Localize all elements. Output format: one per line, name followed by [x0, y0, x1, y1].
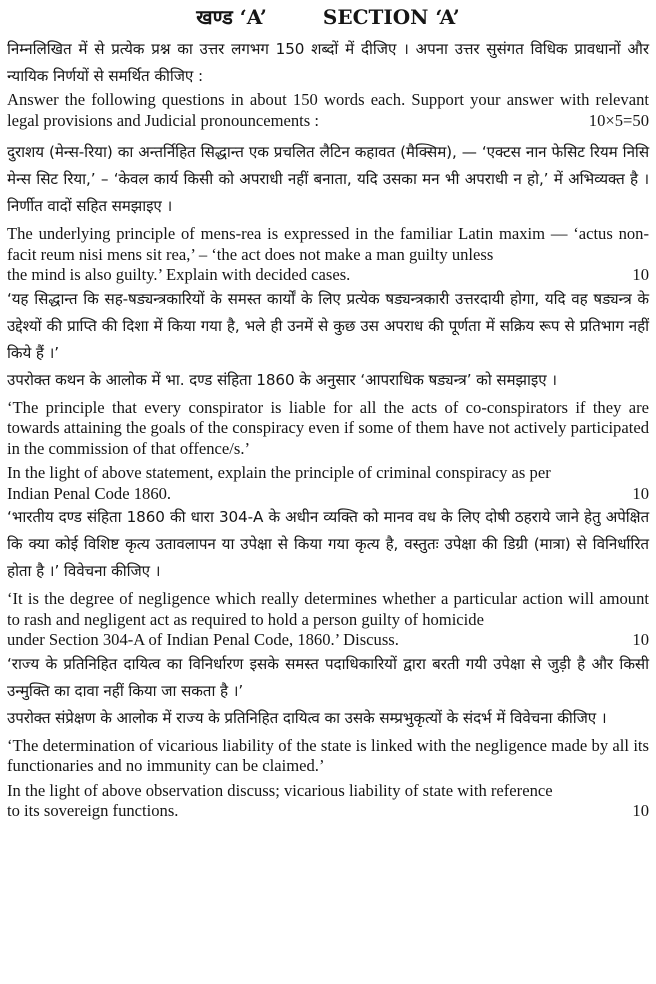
question-4-english-quote: ‘The determination of vicarious liability of the state is linked with the negligence made by all its functionaries and no immunity can be claimed.’ — [7, 735, 649, 775]
question-3-hindi: ‘भारतीय दण्ड संहिता 1860 की धारा 304-A के अधीन व्यक्ति को मानव वध के लिए दोषी ठहराये जाने हेतु अपेक्षित कि क्या कोई विशिष्ट कृत्य उतावलापन या उपेक्षा से किया गया कृत्य है, वस्तुतः उपेक्षा की डिग्री (मात्रा) से विनिर्धारित होता है ।’ विवेचना कीजिए । — [7, 508, 649, 580]
question-2-english: In the light of above statement, explain the principle of criminal conspiracy as per — [7, 463, 551, 482]
instructions-english — [7, 90, 649, 131]
instructions-marks: 10×5=50 — [588, 110, 649, 130]
question-4-marks: 10 — [632, 801, 649, 820]
question-4-hindi-quote: ‘राज्य के प्रतिनिहित दायित्व का विनिर्धारण इसके समस्त पदाधिकारियों द्वारा बरती गयी उपेक्षा से जुड़ी है और किसी उन्मुक्ति का दावा नहीं किया जा सकता है ।’ — [7, 654, 649, 700]
question-1-marks: 10 — [632, 265, 649, 284]
question-1 — [7, 139, 649, 286]
question-4 — [7, 651, 649, 822]
question-2-hindi-task: उपरोक्त कथन के आलोक में भा. दण्ड संहिता 1860 के अनुसार ‘आपराधिक षड्यन्त्र’ को समझाइए । — [7, 370, 557, 389]
question-1-hindi: दुराशय (मेन्स-रिया) का अन्तर्निहित सिद्धान्त एक प्रचलित लैटिन कहावत (मैक्सिम), — ‘एक्टस नान फेसिट रियम निसि मेन्स सिट रिया,’ – ‘केवल कार्य किसी को अपराधी नहीं बनाता, यदि उसका मन भी अपराधी न हो,’ में अभिव्यक्त है । निर्णीत वादों सहित समझाइए । — [7, 143, 649, 215]
question-2-marks: 10 — [632, 483, 649, 503]
question-4-english: In the light of above observation discuss; vicarious liability of state with reference — [7, 780, 553, 800]
section-header-hindi: खण्ड ‘A’ — [196, 5, 267, 29]
question-1-english-last: the mind is also guilty.’ Explain with decided cases. — [7, 265, 351, 284]
instructions-hindi: निम्नलिखित में से प्रत्येक प्रश्न का उत्तर लगभग 150 शब्दों में दीजिए । अपना उत्तर सुसंगत विधिक प्रावधानों और न्यायिक निर्णयों से समर्थित कीजिए : — [7, 40, 649, 85]
question-2-english-last: Indian Penal Code 1860. — [7, 483, 172, 503]
instructions-english-text: Answer the following questions in about 150 words each. Support your answer with relevant legal provisions and Judicial pronouncements : — [7, 90, 649, 130]
question-3-english: ‘It is the degree of negligence which really determines whether a particular action will amount to rash and negligent act as required to hold a person guilty of homicide — [7, 589, 649, 629]
question-2-hindi-quote: ‘यह सिद्धान्त कि सह-षड्यन्त्रकारियों के समस्त कार्यों के लिए प्रत्येक षड्यन्त्रकारी उत्तरदायी होगा, यदि वह षड्यन्त्र के उद्देश्यों की प्राप्ति की दिशा में किया गया है, भले ही उनमें से कुछ उस अपराध की पूर्णता में सक्रिय रूप से प्रतिभाग नहीं किये हैं ।’ — [7, 289, 649, 362]
question-3-marks: 10 — [632, 630, 649, 649]
question-1-english: The underlying principle of mens-rea is expressed in the familiar Latin maxim — ‘actus non-facit reum nisi mens sit rea,’ – ‘the act does not make a man guilty unless — [7, 224, 649, 264]
question-2 — [7, 286, 649, 505]
question-3-english-last: under Section 304-A of Indian Penal Code, 1860.’ Discuss. — [7, 630, 399, 649]
section-header-english: SECTION ‘A’ — [322, 5, 460, 29]
question-4-hindi-task: उपरोक्त संप्रेक्षण के आलोक में राज्य के प्रतिनिहित दायित्व का उसके सम्प्रभुकृत्यों के संदर्भ में विवेचना कीजिए । — [7, 708, 607, 727]
section-header — [7, 2, 649, 32]
question-3 — [7, 504, 649, 651]
question-4-english-last: to its sovereign functions. — [7, 801, 179, 820]
question-2-english-quote: ‘The principle that every conspirator is liable for all the acts of co-conspirators if they are towards attaining the goals of the conspiracy even if some of them have not actively participated in the commission of that offence/s.’ — [7, 397, 649, 458]
